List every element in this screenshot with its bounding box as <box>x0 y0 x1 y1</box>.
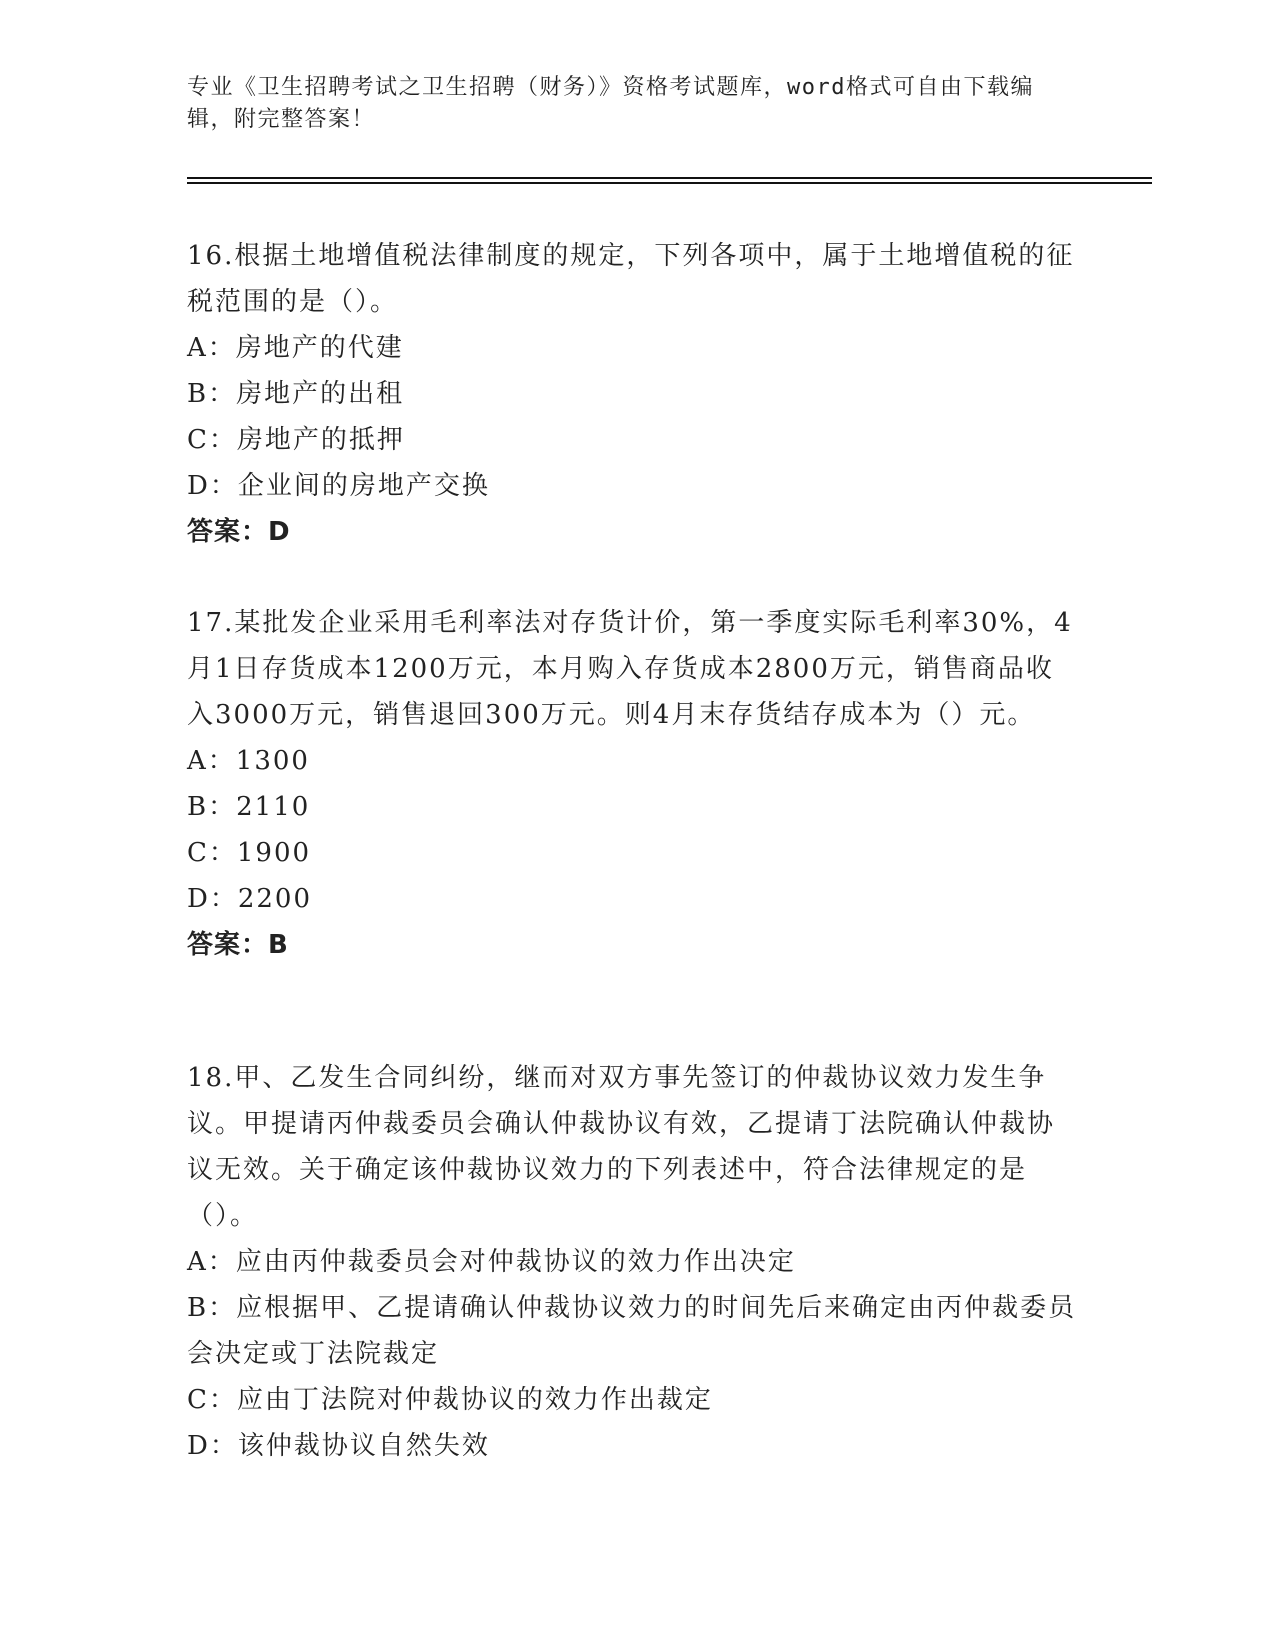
question-17 <box>187 600 1077 968</box>
option-c: C：房地产的抵押 <box>187 425 405 455</box>
question-stem: 17.某批发企业采用毛利率法对存货计价，第一季度实际毛利率30%，4月1日存货成本1200万元，本月购入存货成本2800万元，销售商品收入3000万元，销售退回300万元。则4月末存货结存成本为（）元。 <box>187 608 1073 730</box>
option-a: A：1300 <box>187 746 310 776</box>
option-b: B：2110 <box>187 792 311 822</box>
answer: 答案：D <box>187 517 291 547</box>
question-stem: 16.根据土地增值税法律制度的规定，下列各项中，属于土地增值税的征税范围的是（）。 <box>187 241 1075 317</box>
question-18 <box>187 1055 1077 1469</box>
answer: 答案：B <box>187 930 289 960</box>
header-divider-top <box>187 177 1152 179</box>
option-b: B：房地产的出租 <box>187 379 405 409</box>
option-d: D：该仲裁协议自然失效 <box>187 1431 490 1461</box>
option-d: D：2200 <box>187 884 313 914</box>
option-b: B：应根据甲、乙提请确认仲裁协议效力的时间先后来确定由丙仲裁委员会决定或丁法院裁定 <box>187 1293 1077 1369</box>
header-divider-bottom <box>187 182 1152 184</box>
question-16 <box>187 233 1077 555</box>
document-header: 专业《卫生招聘考试之卫生招聘（财务）》资格考试题库，word格式可自由下载编辑，附完整答案！ <box>187 75 1034 132</box>
option-c: C：1900 <box>187 838 312 868</box>
option-d: D：企业间的房地产交换 <box>187 471 490 501</box>
option-a: A：应由丙仲裁委员会对仲裁协议的效力作出决定 <box>187 1247 796 1277</box>
question-stem: 18.甲、乙发生合同纠纷，继而对双方事先签订的仲裁协议效力发生争议。甲提请丙仲裁委员会确认仲裁协议有效，乙提请丁法院确认仲裁协议无效。关于确定该仲裁协议效力的下列表述中，符合法律规定的是（）。 <box>187 1063 1056 1231</box>
option-a: A：房地产的代建 <box>187 333 404 363</box>
option-c: C：应由丁法院对仲裁协议的效力作出裁定 <box>187 1385 713 1415</box>
